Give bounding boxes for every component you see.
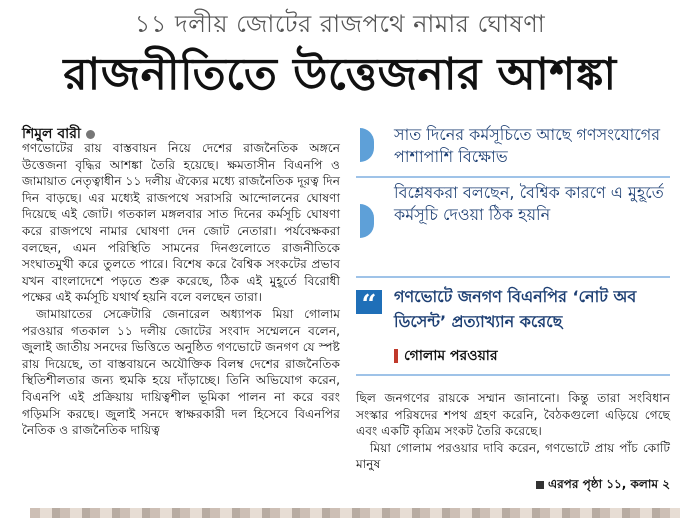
pull-quote-text: সাত দিনের কর্মসূচিতে আছে গণসংযোগের পাশাপাশি বিক্ষোভ — [394, 125, 661, 166]
continued-on — [536, 476, 670, 496]
highlight-quote — [356, 284, 670, 334]
quote-author — [394, 344, 498, 368]
byline-author: শিমুল বারী — [22, 126, 81, 142]
quote-icon: “ — [356, 290, 382, 314]
red-bar-icon — [394, 349, 398, 363]
paragraph: জামায়াতের সেক্রেটারি জেনারেল অধ্যাপক মিয়া গোলাম পরওয়ার গতকাল ১১ দলীয় জোটের সংবাদ সম্মেলনে বলেন, জুলাই জাতীয় সনদের ভিত্তিতে অনুষ্ঠিত গণভোটে জনগণ যে স্পষ্ট রায় দিয়েছে, তা বাস্তবায়নে অযৌক্তিক বিলম্ব দেশের রাজনৈতিক স্থিতিশীলতার জন্য হুমকি হয়ে দাঁড়াচ্ছে। তিনি অভিযোগ করেন, বিএনপি এই প্রক্রিয়ায় দায়িত্বশীল ভূমিকা পালন না করে বরং গড়িমসি করছে। জুলাই সনদে স্বাক্ষরকারী দল হিসেবে বিএনপির নৈতিক ও রাজনৈতিক দায়িত্ব — [22, 306, 340, 438]
divider — [356, 374, 670, 376]
divider — [356, 176, 670, 178]
paragraph: মিয়া গোলাম পরওয়ার দাবি করেন, গণভোটে প্রায় পাঁচ কোটি মানুষ — [356, 440, 670, 472]
kicker-headline: ১১ দলীয় জোটের রাজপথে নামার ঘোষণা — [134, 10, 546, 38]
divider — [356, 276, 670, 278]
paragraph: ছিল জনগণের রায়কে সম্মান জানানো। কিন্তু তারা সংবিধান সংস্কার পরিষদের শপথ গ্রহণ করেনি, বৈঠকগুলো এড়িয়ে গেছে এবং একটি কৃত্রিম সংকট তৈরি করেছে। — [356, 391, 670, 439]
main-headline: রাজনীতিতে উত্তেজনার আশঙ্কা — [63, 49, 617, 100]
half-circle-marker-icon — [360, 128, 374, 162]
half-circle-marker-icon — [360, 204, 374, 238]
quote-author-name: গোলাম পরওয়ার — [404, 348, 498, 364]
square-bullet-icon — [536, 481, 544, 489]
article-body-right — [356, 390, 670, 473]
pull-quote-text: বিশ্লেষকরা বলছেন, বৈশ্বিক কারণে এ মুহূর্তে কর্মসূচি দেওয়া ঠিক হয়নি — [394, 183, 664, 224]
byline-dot-icon — [86, 130, 95, 139]
continued-on-text: এরপর পৃষ্ঠা ১১, কলাম ২ — [547, 477, 670, 491]
pull-quote — [356, 182, 680, 226]
article-body-left — [22, 140, 340, 439]
photo-strip — [30, 508, 680, 518]
pull-quote — [356, 124, 680, 168]
paragraph: গণভোটের রায় বাস্তবায়ন নিয়ে দেশের রাজনৈতিক অঙ্গনে উত্তেজনা বৃদ্ধির আশঙ্কা তৈরি হয়েছে। ক্ষমতাসীন বিএনপি ও জামায়াত নেতৃত্বাধীন ১১ দলীয় ঐক্যের মধ্যে রাজনৈতিক দূরত্ব দিন দিন বাড়ছে। এর মধ্যেই রাজপথে সরাসরি আন্দোলনের ঘোষণা দিয়েছে এই জোট। গতকাল মঙ্গলবার সাত দিনের কর্মসূচি ঘোষণা করে রাজপথে নামার ঘোষণা দেন জোট নেতারা। পর্যবেক্ষকরা বলছেন, এমন পরিস্থিতি সামনের দিনগুলোতে রাজনীতিকে সংঘাতমুখী করে তুলতে পারে। বিশেষ করে বৈশ্বিক সংকটের প্রভাব যখন বাংলাদেশে পড়তে শুরু করেছে, ঠিক এই মুহূর্তে বিরোধী পক্ষের এই কর্মসূচি যথার্থ হয়নি বলে বলছেন তারা। — [22, 141, 340, 305]
highlight-quote-text: গণভোটে জনগণ বিএনপির ‘নোট অব ডিসেন্ট’ প্রত্যাখ্যান করেছে — [394, 287, 637, 331]
